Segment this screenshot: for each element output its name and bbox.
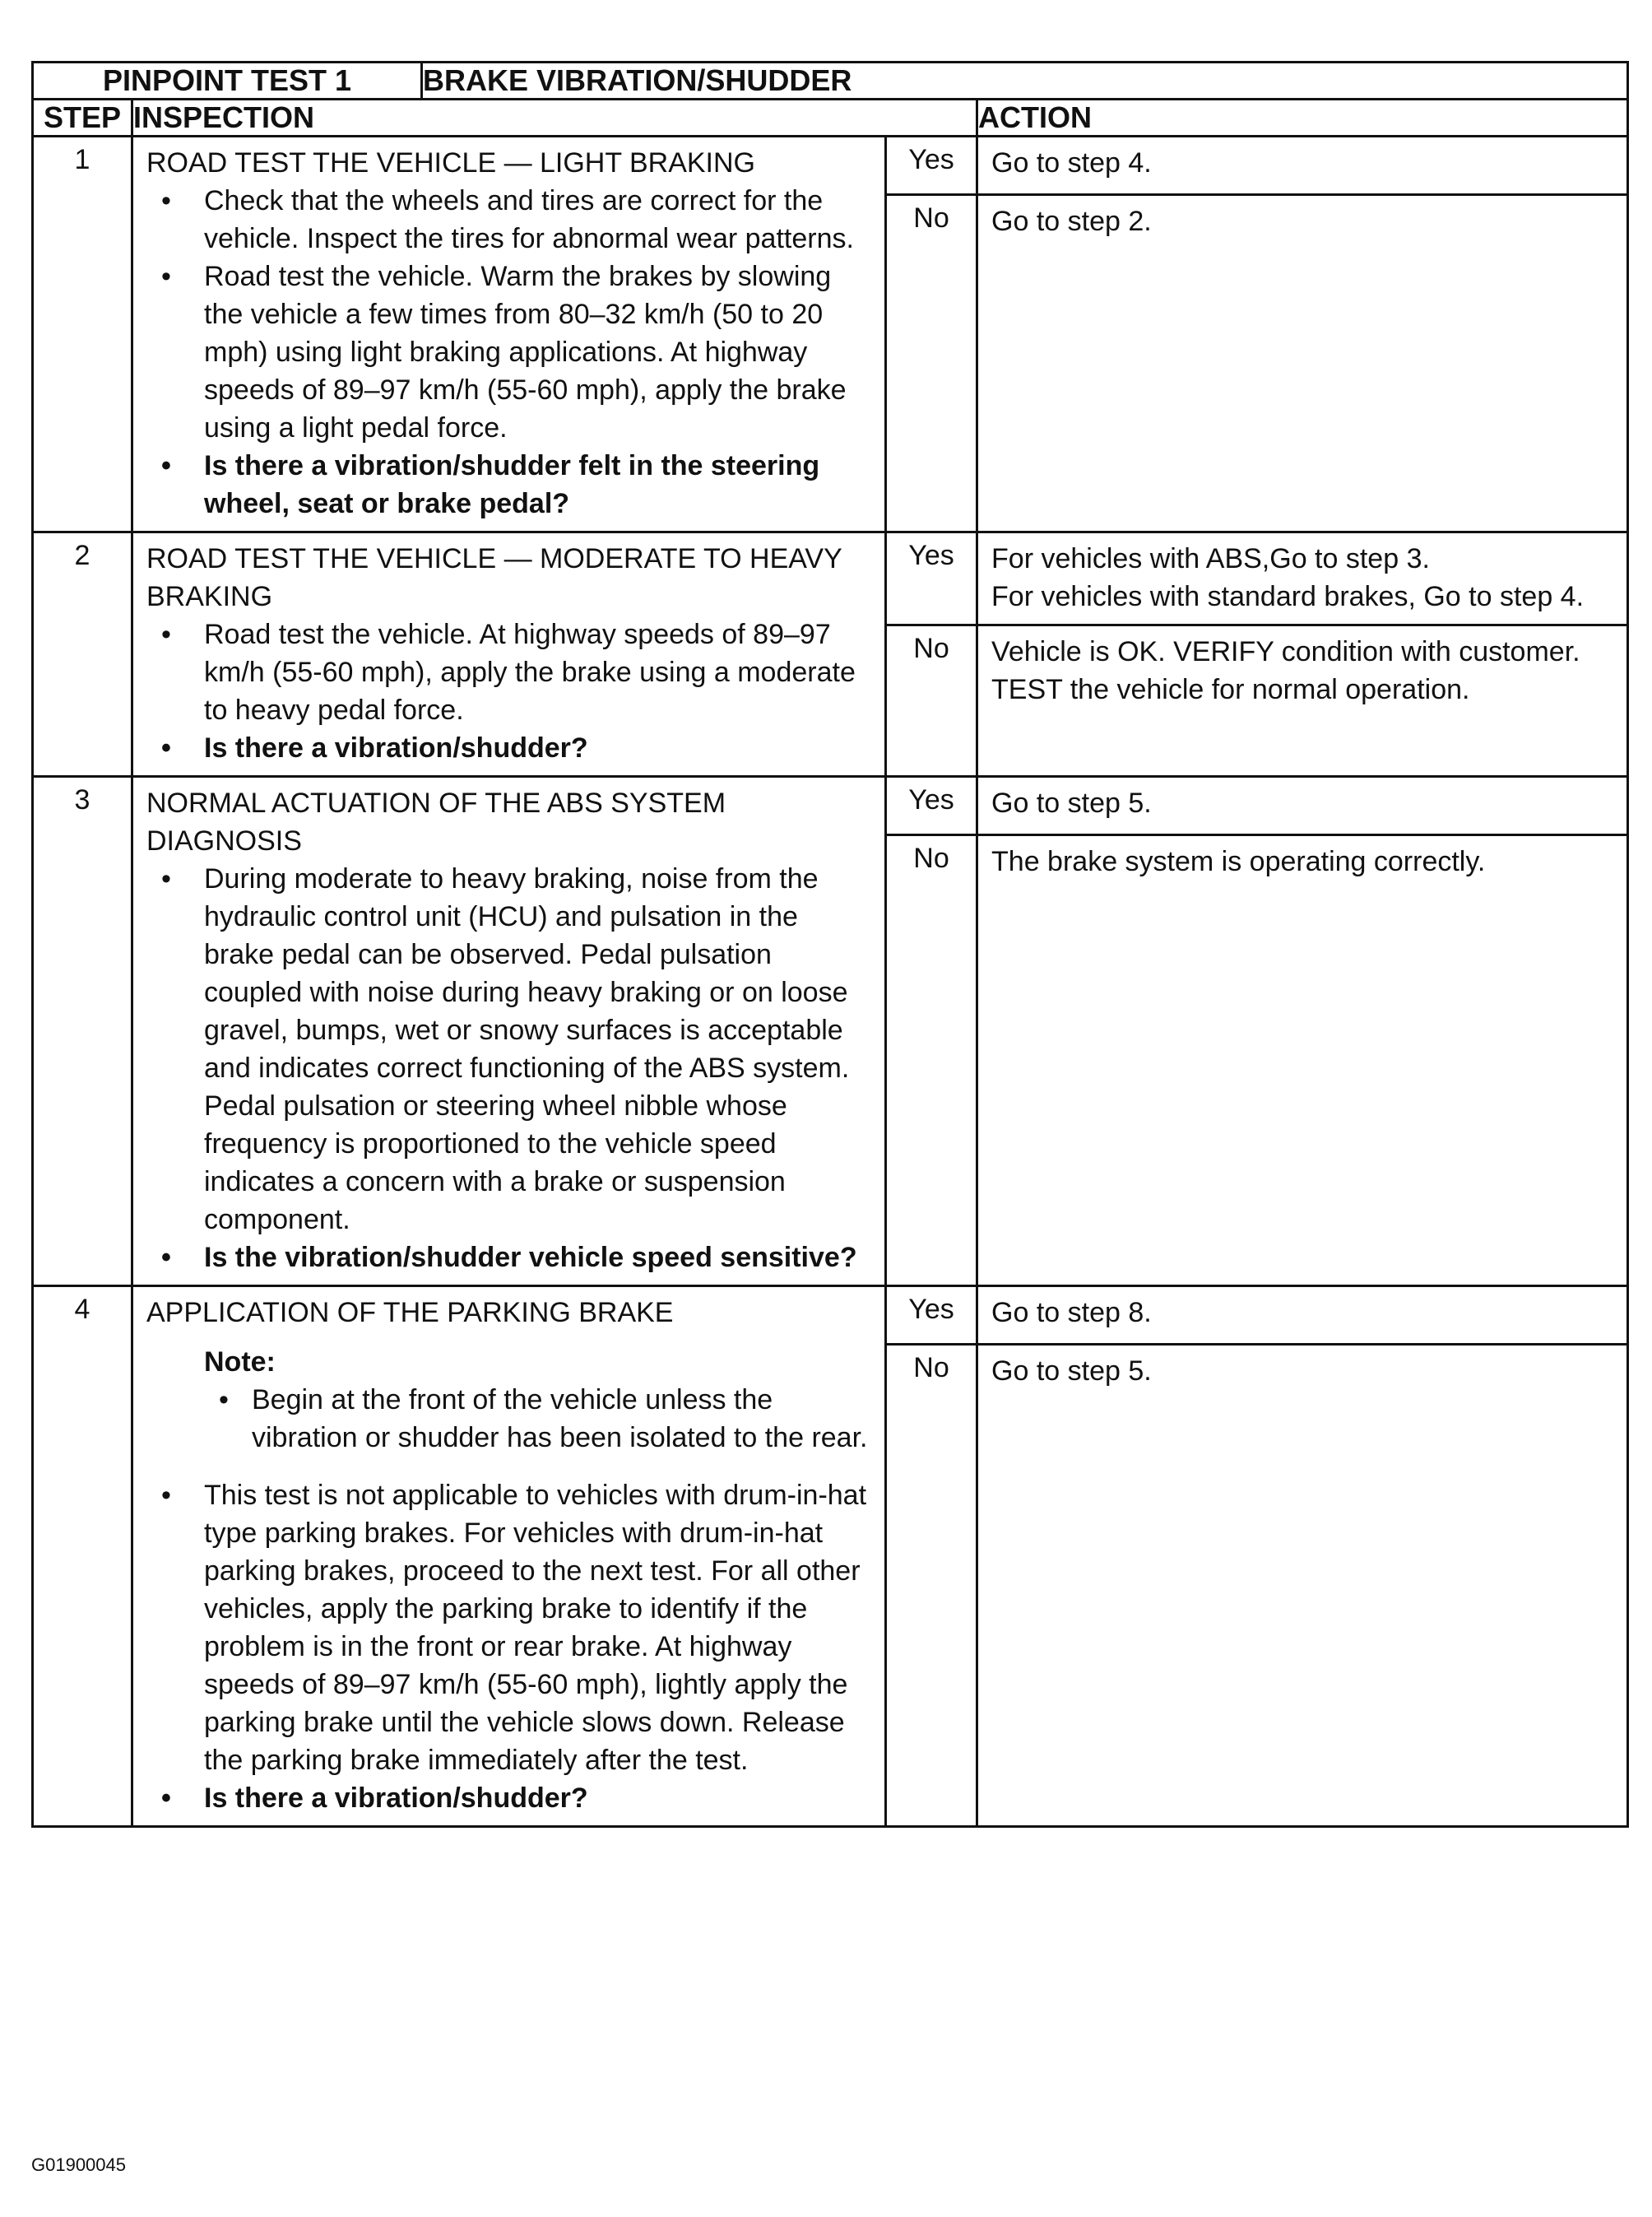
no-action: Go to step 2. bbox=[977, 195, 1628, 532]
yes-action: Go to step 8. bbox=[977, 1286, 1628, 1345]
bullet-item: • This test is not applicable to vehicles with drum-in-hat type parking brakes. For vehicles with drum-in-hat parking brakes, proceed to the next test. For all other vehicles, apply the parking brake to identify if the problem is in the front or rear brake. At highway speeds of 89–97 km/h (55-60 mph), lightly apply the parking brake until the vehicle slows down. Release the parking brake immediately after the test. bbox=[146, 1476, 873, 1779]
no-action-line: TEST the vehicle for normal operation. bbox=[991, 674, 1470, 705]
bullet-list bbox=[146, 860, 873, 1276]
inspection-cell bbox=[132, 137, 886, 532]
question-item: • Is there a vibration/shudder? bbox=[146, 1779, 873, 1817]
bullet-item: • Check that the wheels and tires are correct for the vehicle. Inspect the tires for abnormal wear patterns. bbox=[146, 182, 873, 258]
test-title: BRAKE VIBRATION/SHUDDER bbox=[422, 63, 1628, 100]
step-title: ROAD TEST THE VEHICLE — LIGHT BRAKING bbox=[146, 147, 755, 179]
figure-id: G01900045 bbox=[31, 2154, 126, 2175]
inspection-cell bbox=[132, 777, 886, 1286]
note-block bbox=[146, 1343, 873, 1457]
inspection-cell bbox=[132, 532, 886, 777]
note-label: Note: bbox=[204, 1346, 276, 1378]
no-label: No bbox=[886, 835, 977, 1286]
col-header-inspection: INSPECTION bbox=[132, 100, 977, 137]
no-action: Go to step 5. bbox=[977, 1345, 1628, 1827]
bullet-item: • Road test the vehicle. Warm the brakes by slowing the vehicle a few times from 80–32 km/h (50 to 20 mph) using light braking applications. At highway speeds of 89–97 km/h (55-60 mph), apply the brake using a light pedal force. bbox=[146, 258, 873, 447]
question-item: • Is there a vibration/shudder felt in the steering wheel, seat or brake pedal? bbox=[146, 447, 873, 523]
bullet-item: • Road test the vehicle. At highway speeds of 89–97 km/h (55-60 mph), apply the brake using a moderate to heavy pedal force. bbox=[146, 616, 873, 729]
bullet-item: • During moderate to heavy braking, noise from the hydraulic control unit (HCU) and pulsation in the brake pedal can be observed. Pedal pulsation coupled with noise during heavy braking or on loose gravel, bumps, wet or snowy surfaces is acceptable and indicates correct functioning of the ABS system. Pedal pulsation or steering wheel nibble whose frequency is proportioned to the vehicle speed indicates a concern with a brake or suspension component. bbox=[146, 860, 873, 1239]
no-label: No bbox=[886, 625, 977, 777]
no-action: The brake system is operating correctly. bbox=[977, 835, 1628, 1286]
col-header-action: ACTION bbox=[977, 100, 1628, 137]
yes-action: Go to step 5. bbox=[977, 777, 1628, 835]
note-bullet-item: • Begin at the front of the vehicle unless the vibration or shudder has been isolated to the rear. bbox=[204, 1381, 873, 1457]
step-number: 4 bbox=[33, 1286, 132, 1827]
pinpoint-test-table bbox=[31, 61, 1629, 1828]
yes-action: Go to step 4. bbox=[977, 137, 1628, 195]
yes-label: Yes bbox=[886, 137, 977, 195]
bullet-list bbox=[146, 616, 873, 767]
question-item: • Is the vibration/shudder vehicle speed sensitive? bbox=[146, 1239, 873, 1276]
yes-action-line: For vehicles with standard brakes, Go to step 4. bbox=[991, 581, 1585, 612]
yes-label: Yes bbox=[886, 1286, 977, 1345]
inspection-cell bbox=[132, 1286, 886, 1827]
step-title: NORMAL ACTUATION OF THE ABS SYSTEM DIAGNOSIS bbox=[146, 788, 726, 857]
col-header-step: STEP bbox=[33, 100, 132, 137]
yes-label: Yes bbox=[886, 777, 977, 835]
no-action bbox=[977, 625, 1628, 777]
step-title: ROAD TEST THE VEHICLE — MODERATE TO HEAVY BRAKING bbox=[146, 543, 842, 612]
step-number: 2 bbox=[33, 532, 132, 777]
column-header-row bbox=[33, 100, 1628, 137]
step-3-row-yes bbox=[33, 777, 1628, 835]
step-number: 3 bbox=[33, 777, 132, 1286]
step-number: 1 bbox=[33, 137, 132, 532]
no-action-line: Vehicle is OK. VERIFY condition with customer. bbox=[991, 636, 1580, 667]
step-title: APPLICATION OF THE PARKING BRAKE bbox=[146, 1297, 674, 1328]
yes-label: Yes bbox=[886, 532, 977, 625]
pinpoint-test-sheet bbox=[31, 61, 1626, 1828]
no-label: No bbox=[886, 195, 977, 532]
bullet-list bbox=[146, 182, 873, 523]
question-item: • Is there a vibration/shudder? bbox=[146, 729, 873, 767]
step-4-row-yes bbox=[33, 1286, 1628, 1345]
test-label: PINPOINT TEST 1 bbox=[33, 63, 422, 100]
step-1-row-yes bbox=[33, 137, 1628, 195]
step-2-row-yes bbox=[33, 532, 1628, 625]
bullet-list bbox=[146, 1476, 873, 1817]
title-row bbox=[33, 63, 1628, 100]
yes-action bbox=[977, 532, 1628, 625]
no-label: No bbox=[886, 1345, 977, 1827]
yes-action-line: For vehicles with ABS,Go to step 3. bbox=[991, 543, 1430, 574]
note-bullet-list bbox=[204, 1381, 873, 1457]
